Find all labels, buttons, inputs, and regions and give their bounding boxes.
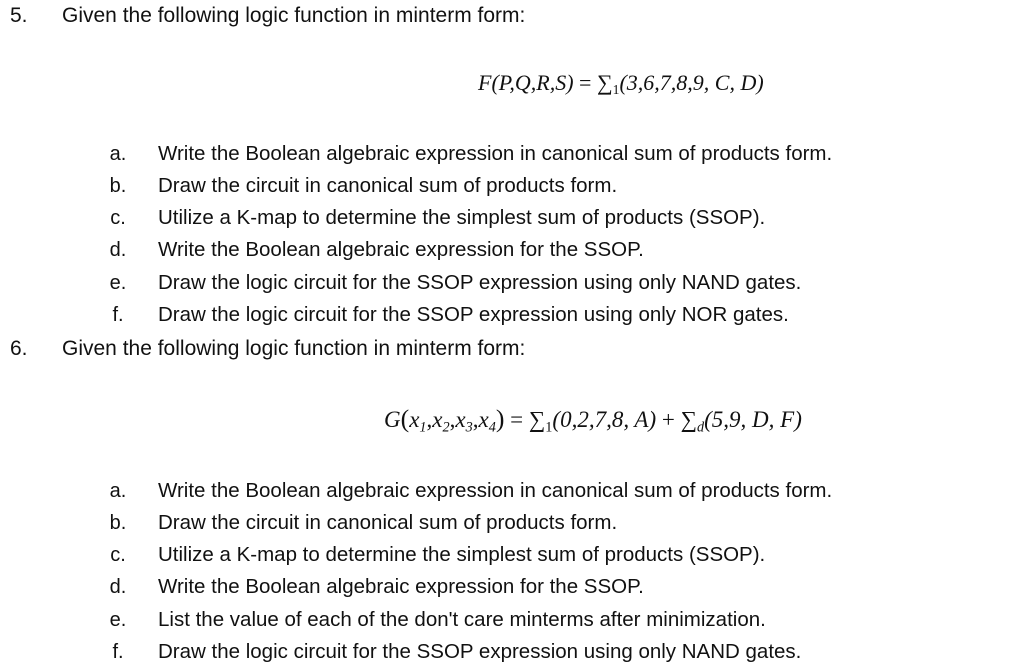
q6-item-e-text: List the value of each of the don't care minterms after minimization. [158,608,766,631]
q5-item-f-text: Draw the logic circuit for the SSOP expression using only NOR gates. [158,303,789,326]
q6-item-a-letter: a. [109,480,127,502]
eq6-var-1: $x_1$ [409,407,427,436]
question-6-equation: $G(x_1,x_2,x_3,x_4) = \sum_1(0,2,7,8$, $A) + \sum_d(5,9$, D, F) [384,404,802,436]
q5-item-c-letter: c. [110,207,126,229]
q5-item-f-letter: f. [112,304,124,326]
eq5-sigma: ∑ [596,70,613,95]
eq6-sigma: ∑ [528,407,546,432]
eq6-var-2: $x_2$ [432,407,450,436]
q5-item-c-text: Utilize a K-map to determine the simplest sum of products (SSOP). [158,206,766,229]
eq6-minterms: (0,2,7,8, A) [552,407,657,432]
question-5-equation [478,70,764,96]
q6-item-d-text: Write the Boolean algebraic expression for the SSOP. [158,575,644,598]
eq5-sigma-sub: 1 [612,82,620,98]
q5-item-b-text: Draw the circuit in canonical sum of products form. [158,174,618,197]
eq6-plus: + [661,407,675,432]
eq6-func: G [384,407,401,432]
q6-item-d-letter: d. [109,576,127,598]
q5-item-a-text: Write the Boolean algebraic expression in canonical sum of products form. [158,142,833,165]
eq6-var-3: $x_3$ [455,407,473,436]
q5-item-e-text: Draw the logic circuit for the SSOP expression using only NAND gates. [158,271,802,294]
q5-item-d-letter: d. [109,239,127,261]
eq6-dc-sub: d [697,419,705,436]
eq6-lparen: ( [400,404,410,433]
eq6-dontcares: (5,9, D, F) [704,407,802,432]
eq5-lhs: F(P,Q,R,S) [478,70,574,95]
q5-item-e-letter: e. [109,272,127,294]
question-6-number: 6. [10,337,28,360]
q5-item-b-letter: b. [109,175,127,197]
eq6-equals: = [510,407,524,432]
question-6-prompt: Given the following logic function in minterm form: [62,337,526,360]
eq6-sigma-sub: 1 [545,419,553,436]
eq5-minterms: (3,6,7,8,9, C, D) [619,70,764,95]
q6-item-f-letter: f. [112,641,124,663]
q6-item-c-text: Utilize a K-map to determine the simplest sum of products (SSOP). [158,543,766,566]
question-5-number: 5. [10,4,28,27]
q6-item-c-letter: c. [110,544,126,566]
eq6-var-4: $x_4$ [478,407,496,436]
eq6-rparen: ) [495,404,505,433]
eq5-equals: = [579,70,592,95]
q6-item-b-text: Draw the circuit in canonical sum of products form. [158,511,618,534]
q6-item-a-text: Write the Boolean algebraic expression in canonical sum of products form. [158,479,833,502]
question-5-prompt: Given the following logic function in minterm form: [62,4,526,27]
q5-item-d-text: Write the Boolean algebraic expression for the SSOP. [158,238,644,261]
q6-item-b-letter: b. [109,512,127,534]
eq6-dc-sigma: ∑ [680,407,698,432]
q6-item-f-text: Draw the logic circuit for the SSOP expression using only NAND gates. [158,640,802,663]
q6-item-e-letter: e. [109,609,127,631]
q5-item-a-letter: a. [109,143,127,165]
